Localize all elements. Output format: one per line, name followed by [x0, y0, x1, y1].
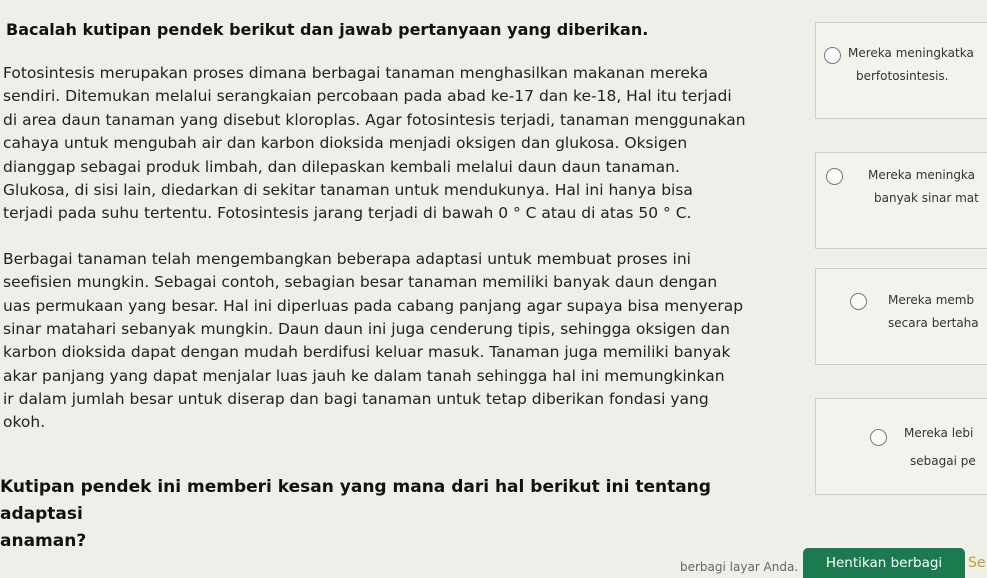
- passage-line: sendiri. Ditemukan melalui serangkaian percobaan pada abad ke-17 dan ke-18, Hal itu terjadi: [3, 87, 732, 106]
- radio-button-icon[interactable]: [870, 429, 887, 446]
- radio-button-icon[interactable]: [850, 293, 867, 310]
- passage-line: Glukosa, di sisi lain, diedarkan di sekitar tanaman untuk mendukunya. Hal ini hanya bisa: [3, 180, 693, 199]
- passage-line: Berbagai tanaman telah mengembangkan beberapa adaptasi untuk membuat proses ini: [3, 249, 691, 268]
- option-label: banyak sinar mat: [874, 191, 979, 205]
- answer-option-3[interactable]: [815, 268, 987, 365]
- passage-line: karbon dioksida dapat dengan mudah berdifusi keluar masuk. Tanaman juga memiliki banyak: [3, 343, 731, 362]
- next-button[interactable]: Se: [968, 555, 986, 571]
- stop-sharing-button[interactable]: Hentikan berbagi: [803, 548, 965, 578]
- question-line: anaman?: [0, 531, 87, 551]
- question-line: Kutipan pendek ini memberi kesan yang mana dari hal berikut ini tentang adaptasi: [0, 477, 711, 524]
- passage-line: terjadi pada suhu tertentu. Fotosintesis jarang terjadi di bawah 0 ° C atau di atas 50 ° C.: [3, 204, 692, 223]
- option-label: Mereka lebi: [904, 426, 974, 440]
- passage-line: ir dalam jumlah besar untuk diserap dan bagi tanaman untuk tetap diberikan fondasi yang: [3, 390, 709, 409]
- radio-button-icon[interactable]: [826, 168, 843, 185]
- screen-share-notice: berbagi layar Anda.: [680, 560, 799, 574]
- option-label: Mereka meningkatka: [848, 46, 974, 60]
- passage-line: uas permukaan yang besar. Hal ini diperluas pada cabang panjang agar supaya bisa menyerap: [3, 296, 744, 315]
- passage-paragraph-2: [0, 248, 760, 435]
- passage-line: Fotosintesis merupakan proses dimana berbagai tanaman menghasilkan makanan mereka: [3, 64, 709, 82]
- passage-line: dianggap sebagai produk limbah, dan dilepaskan kembali melalui daun daun tanaman.: [3, 157, 680, 176]
- passage-line: di area daun tanaman yang disebut kloroplas. Agar fotosintesis terjadi, tanaman menggunakan: [3, 110, 746, 129]
- radio-button-icon[interactable]: [824, 47, 841, 64]
- answer-options: [790, 0, 987, 576]
- option-label: berfotosintesis.: [856, 69, 949, 83]
- answer-option-2[interactable]: [815, 152, 987, 249]
- option-label: Mereka memb: [888, 293, 975, 307]
- passage-line: sinar matahari sebanyak mungkin. Daun daun ini juga cenderung tipis, sehingga oksigen dan: [3, 319, 730, 338]
- question-text: [0, 474, 760, 555]
- option-label: secara bertaha: [888, 316, 979, 330]
- answer-option-1[interactable]: [815, 22, 987, 119]
- passage-line: akar panjang yang dapat menjalar luas jauh ke dalam tanah sehingga hal ini memungkinkan: [3, 366, 725, 385]
- passage-paragraph-1: [0, 62, 760, 226]
- option-label: sebagai pe: [910, 454, 976, 468]
- option-label: Mereka meningka: [868, 168, 976, 182]
- reading-passage: [0, 62, 760, 435]
- instruction-text: Bacalah kutipan pendek berikut dan jawab pertanyaan yang diberikan.: [6, 20, 649, 39]
- passage-line: okoh.: [3, 413, 46, 432]
- passage-line: cahaya untuk mengubah air dan karbon dioksida menjadi oksigen dan glukosa. Oksigen: [3, 134, 688, 153]
- passage-line: seefisien mungkin. Sebagai contoh, sebagian besar tanaman memiliki banyak daun dengan: [3, 273, 718, 292]
- answer-option-4[interactable]: [815, 398, 987, 495]
